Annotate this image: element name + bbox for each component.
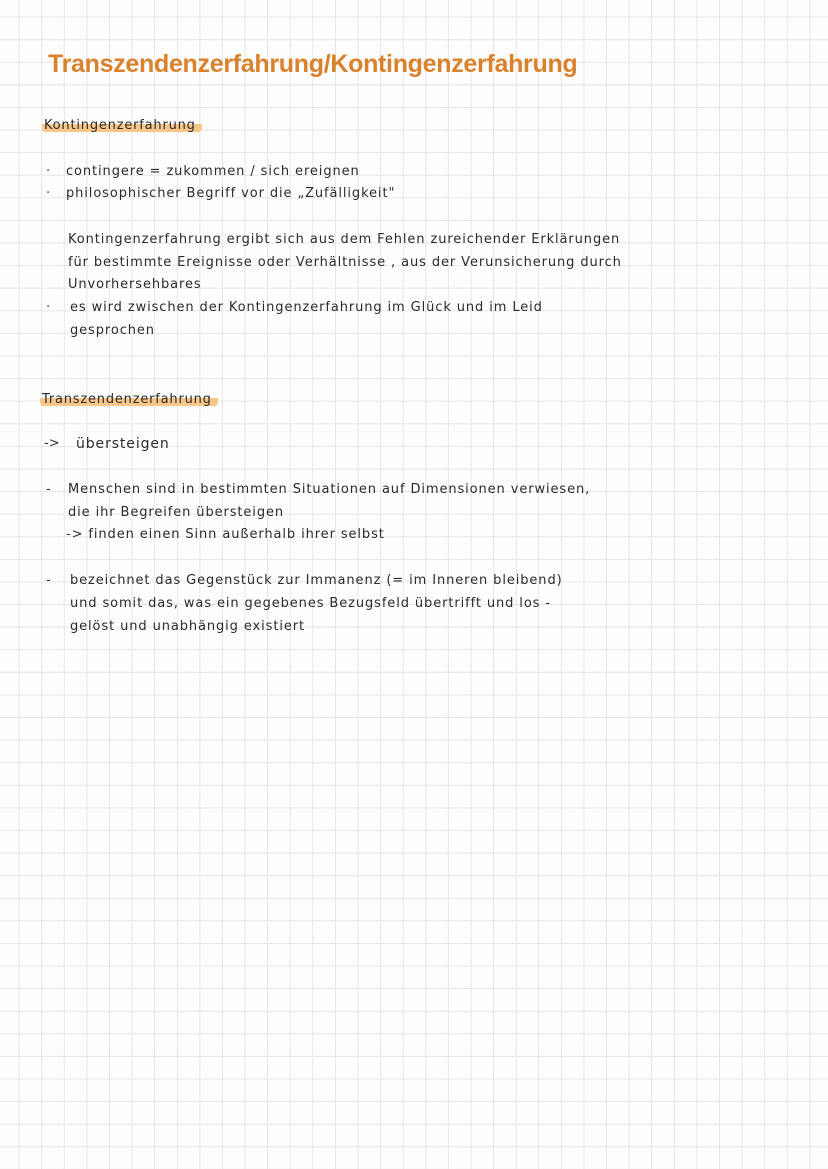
dash-marker: - (46, 482, 51, 497)
text-line: contingere = zukommen / sich ereignen (66, 164, 360, 179)
text-line: Menschen sind in bestimmten Situationen auf Dimensionen verwiesen, (68, 482, 591, 497)
section-heading-transzendenz: Transzendenzerfahrung (40, 392, 218, 408)
text-line: die ihr Begreifen übersteigen (68, 505, 285, 520)
arrow-marker: -> (44, 436, 60, 451)
text-line: philosophischer Begriff vor die „Zufälligkeit" (66, 186, 396, 201)
bullet-marker: · (46, 300, 51, 315)
text-line: Unvorhersehbares (68, 277, 202, 292)
text-line: für bestimmte Ereignisse oder Verhältnisse , aus der Verunsicherung durch (68, 255, 622, 270)
bullet-marker: · (46, 186, 51, 201)
text-line: übersteigen (76, 436, 170, 452)
text-line: es wird zwischen der Kontingenzerfahrung im Glück und im Leid (70, 300, 543, 315)
text-line: -> finden einen Sinn außerhalb ihrer selbst (66, 527, 385, 542)
text-line: bezeichnet das Gegenstück zur Immanenz (= im Inneren bleibend) (70, 573, 563, 588)
page-title: Transzendenzerfahrung/Kontingenzerfahrung (48, 50, 578, 78)
text-line: und somit das, was ein gegebenes Bezugsfeld übertrifft und los - (70, 596, 551, 611)
text-line: gesprochen (70, 323, 155, 338)
text-line: gelöst und unabhängig existiert (70, 619, 305, 634)
dash-marker: - (46, 573, 51, 588)
bullet-marker: · (46, 164, 51, 179)
section-heading-kontingenz: Kontingenzerfahrung (42, 118, 202, 134)
text-line: Kontingenzerfahrung ergibt sich aus dem Fehlen zureichender Erklärungen (68, 232, 621, 247)
